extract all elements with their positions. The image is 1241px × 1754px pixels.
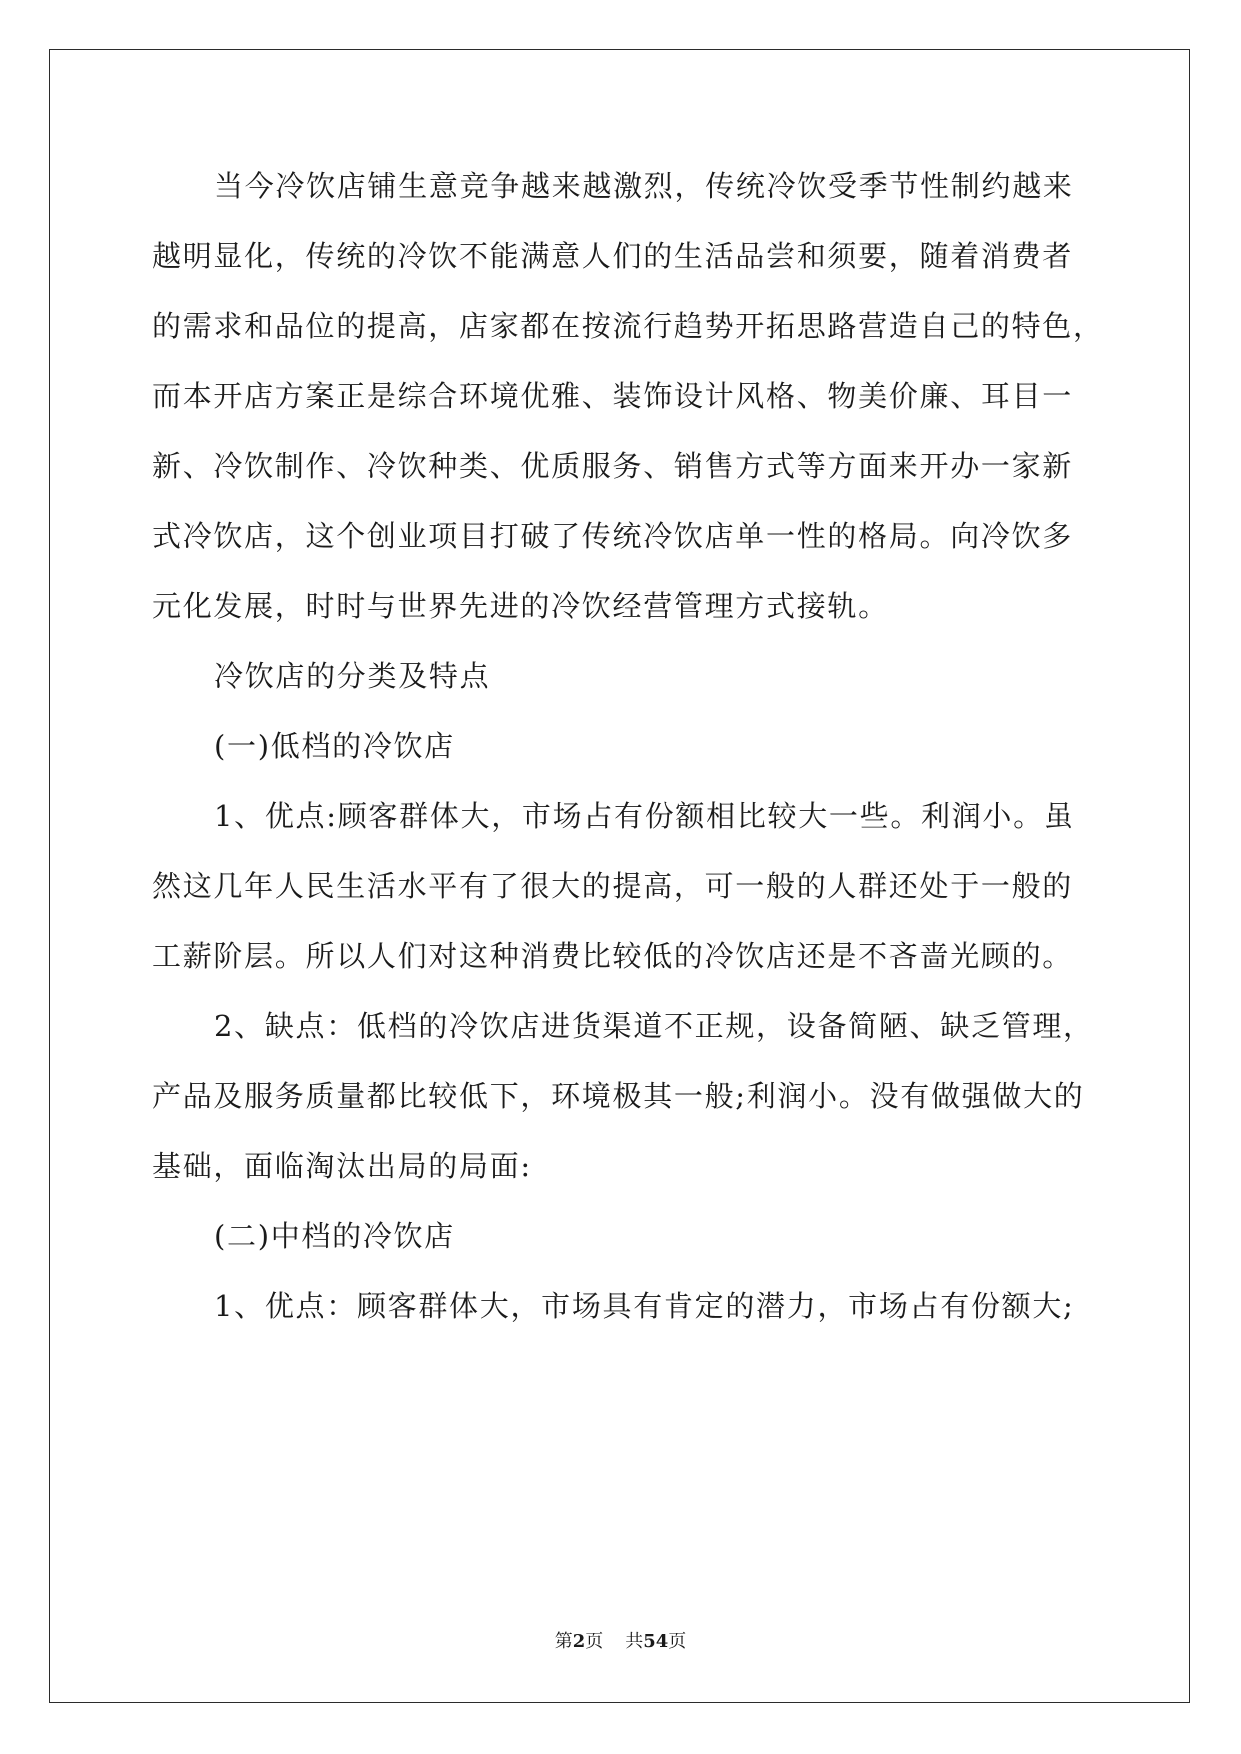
paragraph-intro-line-5: 新、冷饮制作、冷饮种类、优质服务、销售方式等方面来开办一家新 (152, 449, 1074, 483)
paragraph-intro-line-2: 越明显化，传统的冷饮不能满意人们的生活品尝和须要，随着消费者 (152, 239, 1074, 273)
subsection-heading-low: (一)低档的冷饮店 (214, 729, 455, 763)
section-heading: 冷饮店的分类及特点 (214, 659, 491, 693)
low-disadvantage-line-1: 2、缺点：低档的冷饮店进货渠道不正规，设备简陋、缺乏管理， (214, 1009, 1094, 1043)
paragraph-intro-line-7: 元化发展，时时与世界先进的冷饮经营管理方式接轨。 (152, 589, 889, 623)
page-prefix: 第 (554, 1631, 573, 1652)
subsection-heading-mid: (二)中档的冷饮店 (214, 1219, 455, 1253)
paragraph-intro-line-6: 式冷饮店，这个创业项目打破了传统冷饮店单一性的格局。向冷饮多 (152, 519, 1074, 553)
total-suffix: 页 (668, 1631, 687, 1652)
page-suffix: 页 (585, 1631, 604, 1652)
paragraph-intro-line-1: 当今冷饮店铺生意竞争越来越激烈，传统冷饮受季节性制约越来 (214, 169, 1074, 203)
total-prefix: 共 (625, 1631, 644, 1652)
page-footer (0, 1630, 1241, 1654)
low-advantage-line-2: 然这几年人民生活水平有了很大的提高，可一般的人群还处于一般的 (152, 869, 1074, 903)
paragraph-intro-line-4: 而本开店方案正是综合环境优雅、装饰设计风格、物美价廉、耳目一 (152, 379, 1074, 413)
low-advantage-line-1: 1、优点:顾客群体大，市场占有份额相比较大一些。利润小。虽 (214, 799, 1075, 833)
low-disadvantage-line-3: 基础，面临淘汰出局的局面: (152, 1149, 532, 1183)
low-advantage-line-3: 工薪阶层。所以人们对这种消费比较低的冷饮店还是不吝啬光顾的。 (152, 939, 1074, 973)
total-pages: 54 (643, 1631, 669, 1652)
paragraph-intro-line-3: 的需求和品位的提高，店家都在按流行趋势开拓思路营造自己的特色， (152, 309, 1104, 343)
low-disadvantage-line-2: 产品及服务质量都比较低下，环境极其一般;利润小。没有做强做大的 (152, 1079, 1085, 1113)
mid-advantage-line-1: 1、优点：顾客群体大，市场具有肯定的潜力，市场占有份额大; (214, 1289, 1075, 1323)
page-number: 2 (572, 1631, 586, 1652)
